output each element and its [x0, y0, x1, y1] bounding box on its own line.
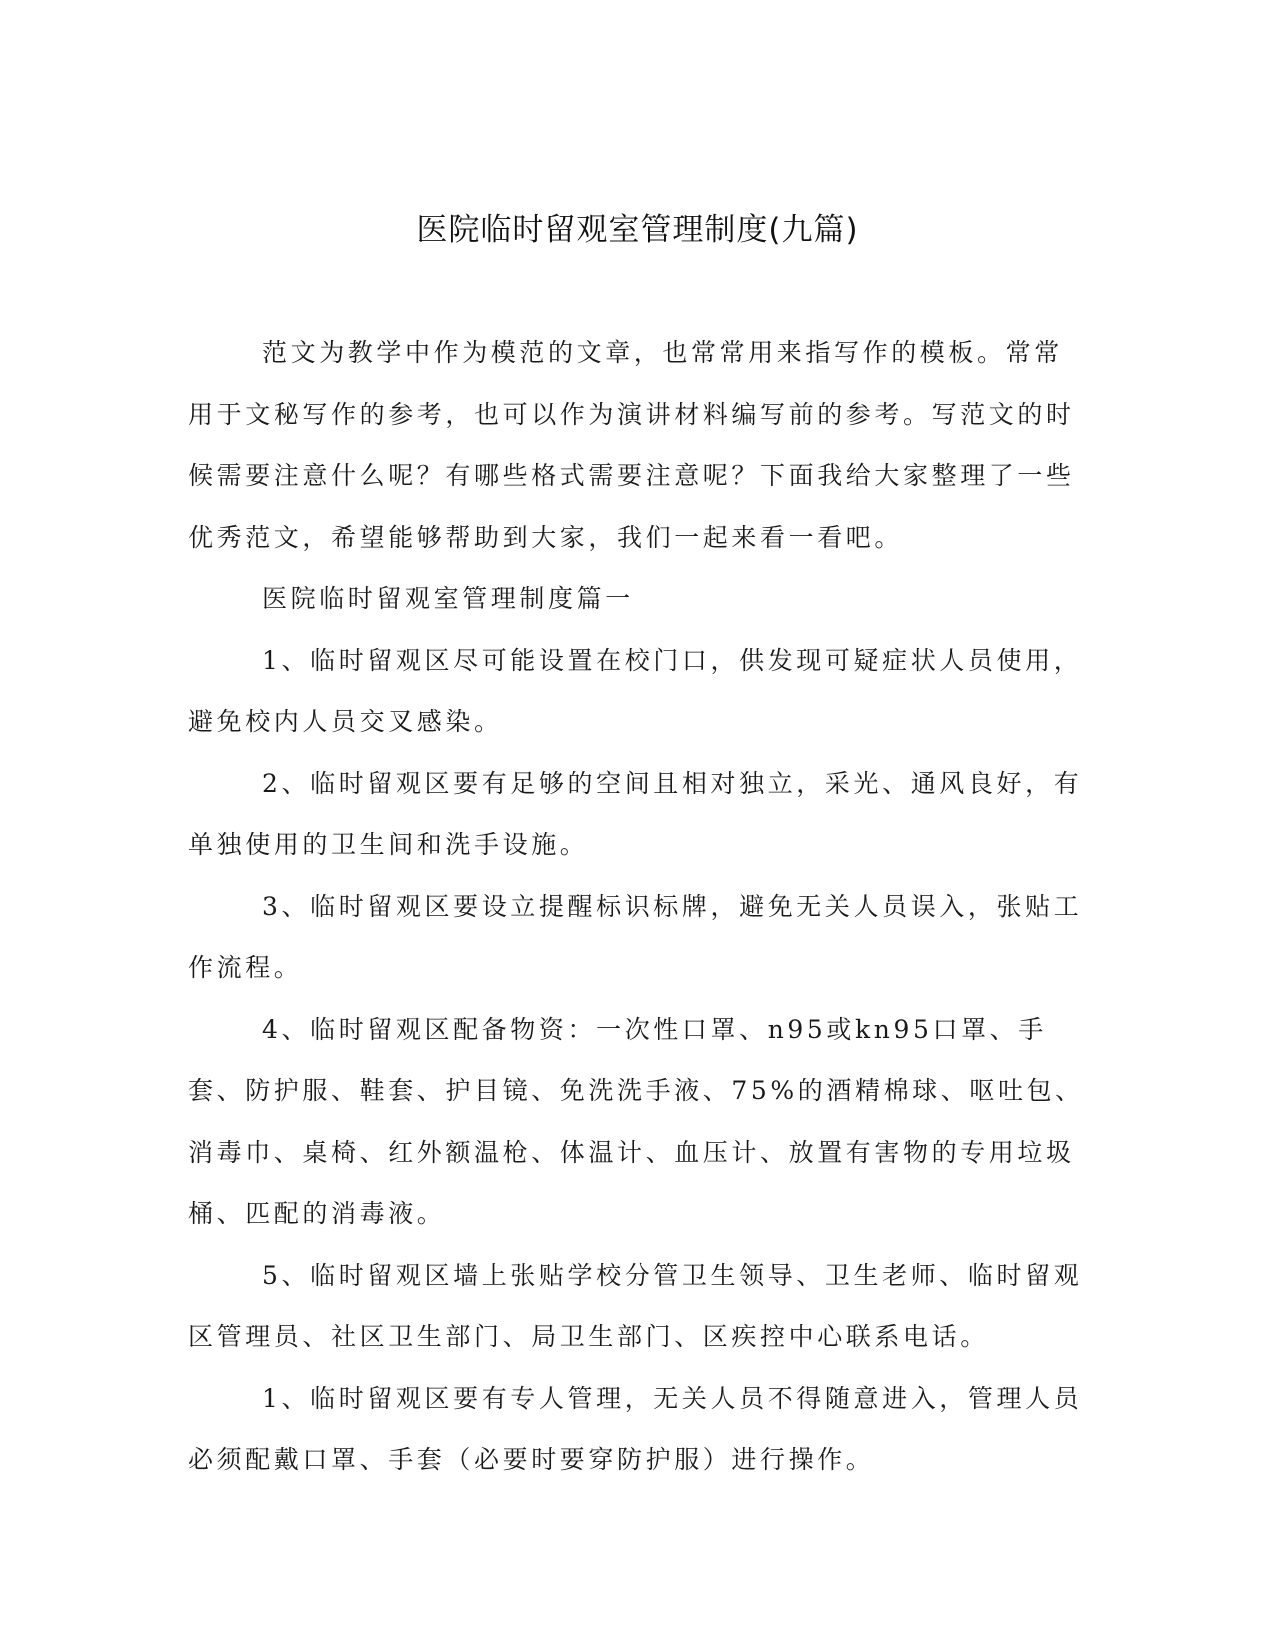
list-item: 2、临时留观区要有足够的空间且相对独立，采光、通风良好，有单独使用的卫生间和洗手设施。: [188, 768, 1083, 859]
list-item: 1、临时留观区要有专人管理，无关人员不得随意进入，管理人员必须配戴口罩、手套（必要时要穿防护服）进行操作。: [188, 1383, 1083, 1474]
list-item: 3、临时留观区要设立提醒标识标牌，避免无关人员误入，张贴工作流程。: [188, 891, 1083, 982]
list-item: 1、临时留观区尽可能设置在校门口，供发现可疑症状人员使用，避免校内人员交叉感染。: [188, 645, 1083, 736]
list-item: 5、临时留观区墙上张贴学校分管卫生领导、卫生老师、临时留观区管理员、社区卫生部门、局卫生部门、区疾控中心联系电话。: [188, 1260, 1083, 1351]
document-title: 医院临时留观室管理制度(九篇): [416, 212, 859, 248]
list-item: 4、临时留观区配备物资：一次性口罩、n95或kn95口罩、手套、防护服、鞋套、护目镜、免洗洗手液、75%的酒精棉球、呕吐包、消毒巾、桌椅、红外额温枪、体温计、血压计、放置有害物的专用垃圾桶、匹配的消毒液。: [188, 1014, 1084, 1228]
document-body: [188, 322, 1088, 1491]
intro-paragraph: 范文为教学中作为模范的文章，也常常用来指写作的模板。常常用于文秘写作的参考，也可以作为演讲材料编写前的参考。写范文的时候需要注意什么呢？有哪些格式需要注意呢？下面我给大家整理了一些优秀范文，希望能够帮助到大家，我们一起来看一看吧。: [188, 338, 1075, 552]
section-heading: 医院临时留观室管理制度篇一: [262, 584, 634, 613]
